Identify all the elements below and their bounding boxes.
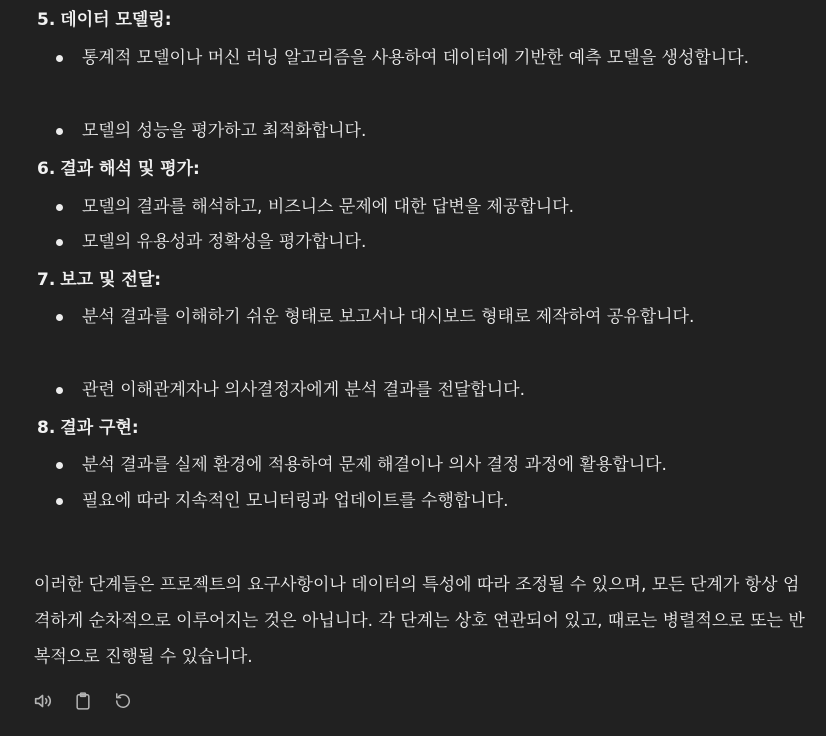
section-title: 데이터 모델링: [60,10,172,30]
list-item: 분석 결과를 이해하기 쉬운 형태로 보고서나 대시보드 형태로 제작하여 공유합니다. [82,299,812,335]
list-item: 모델의 성능을 평가하고 최적화합니다. [82,113,812,149]
section-heading-8 [37,416,139,440]
list-item: 필요에 따라 지속적인 모니터링과 업데이트를 수행합니다. [82,483,812,519]
section-number: 5. [37,10,56,30]
section-title: 결과 구현: [60,418,139,438]
regenerate-button[interactable] [110,688,136,714]
section-title: 결과 해석 및 평가: [60,159,200,179]
section-number: 7. [37,270,56,290]
section-heading-6 [37,157,200,181]
speaker-icon [32,690,54,712]
copy-button[interactable] [70,688,96,714]
section-number: 8. [37,418,56,438]
list-item: 분석 결과를 실제 환경에 적용하여 문제 해결이나 의사 결정 과정에 활용합니다. [82,447,812,483]
list-item: 관련 이해관계자나 의사결정자에게 분석 결과를 전달합니다. [82,372,812,408]
summary-paragraph: 이러한 단계들은 프로젝트의 요구사항이나 데이터의 특성에 따라 조정될 수 있으며, 모든 단계가 항상 엄격하게 순차적으로 이루어지는 것은 아닙니다. 각 단계는 상호 연관되어 있고, 때로는 병렬적으로 또는 반복적으로 진행될 수 있습니다. [34,575,805,667]
message-actions [30,688,136,714]
section-title: 보고 및 전달: [60,270,162,290]
list-item: 모델의 결과를 해석하고, 비즈니스 문제에 대한 답변을 제공합니다. [82,189,812,225]
section-heading-7 [37,268,161,292]
section-number: 6. [37,159,56,179]
list-item: 통계적 모델이나 머신 러닝 알고리즘을 사용하여 데이터에 기반한 예측 모델을 생성합니다. [82,40,812,76]
refresh-icon [113,691,133,711]
section-heading-5 [37,8,172,32]
read-aloud-button[interactable] [30,688,56,714]
list-item: 모델의 유용성과 정확성을 평가합니다. [82,224,812,260]
clipboard-icon [73,691,93,711]
